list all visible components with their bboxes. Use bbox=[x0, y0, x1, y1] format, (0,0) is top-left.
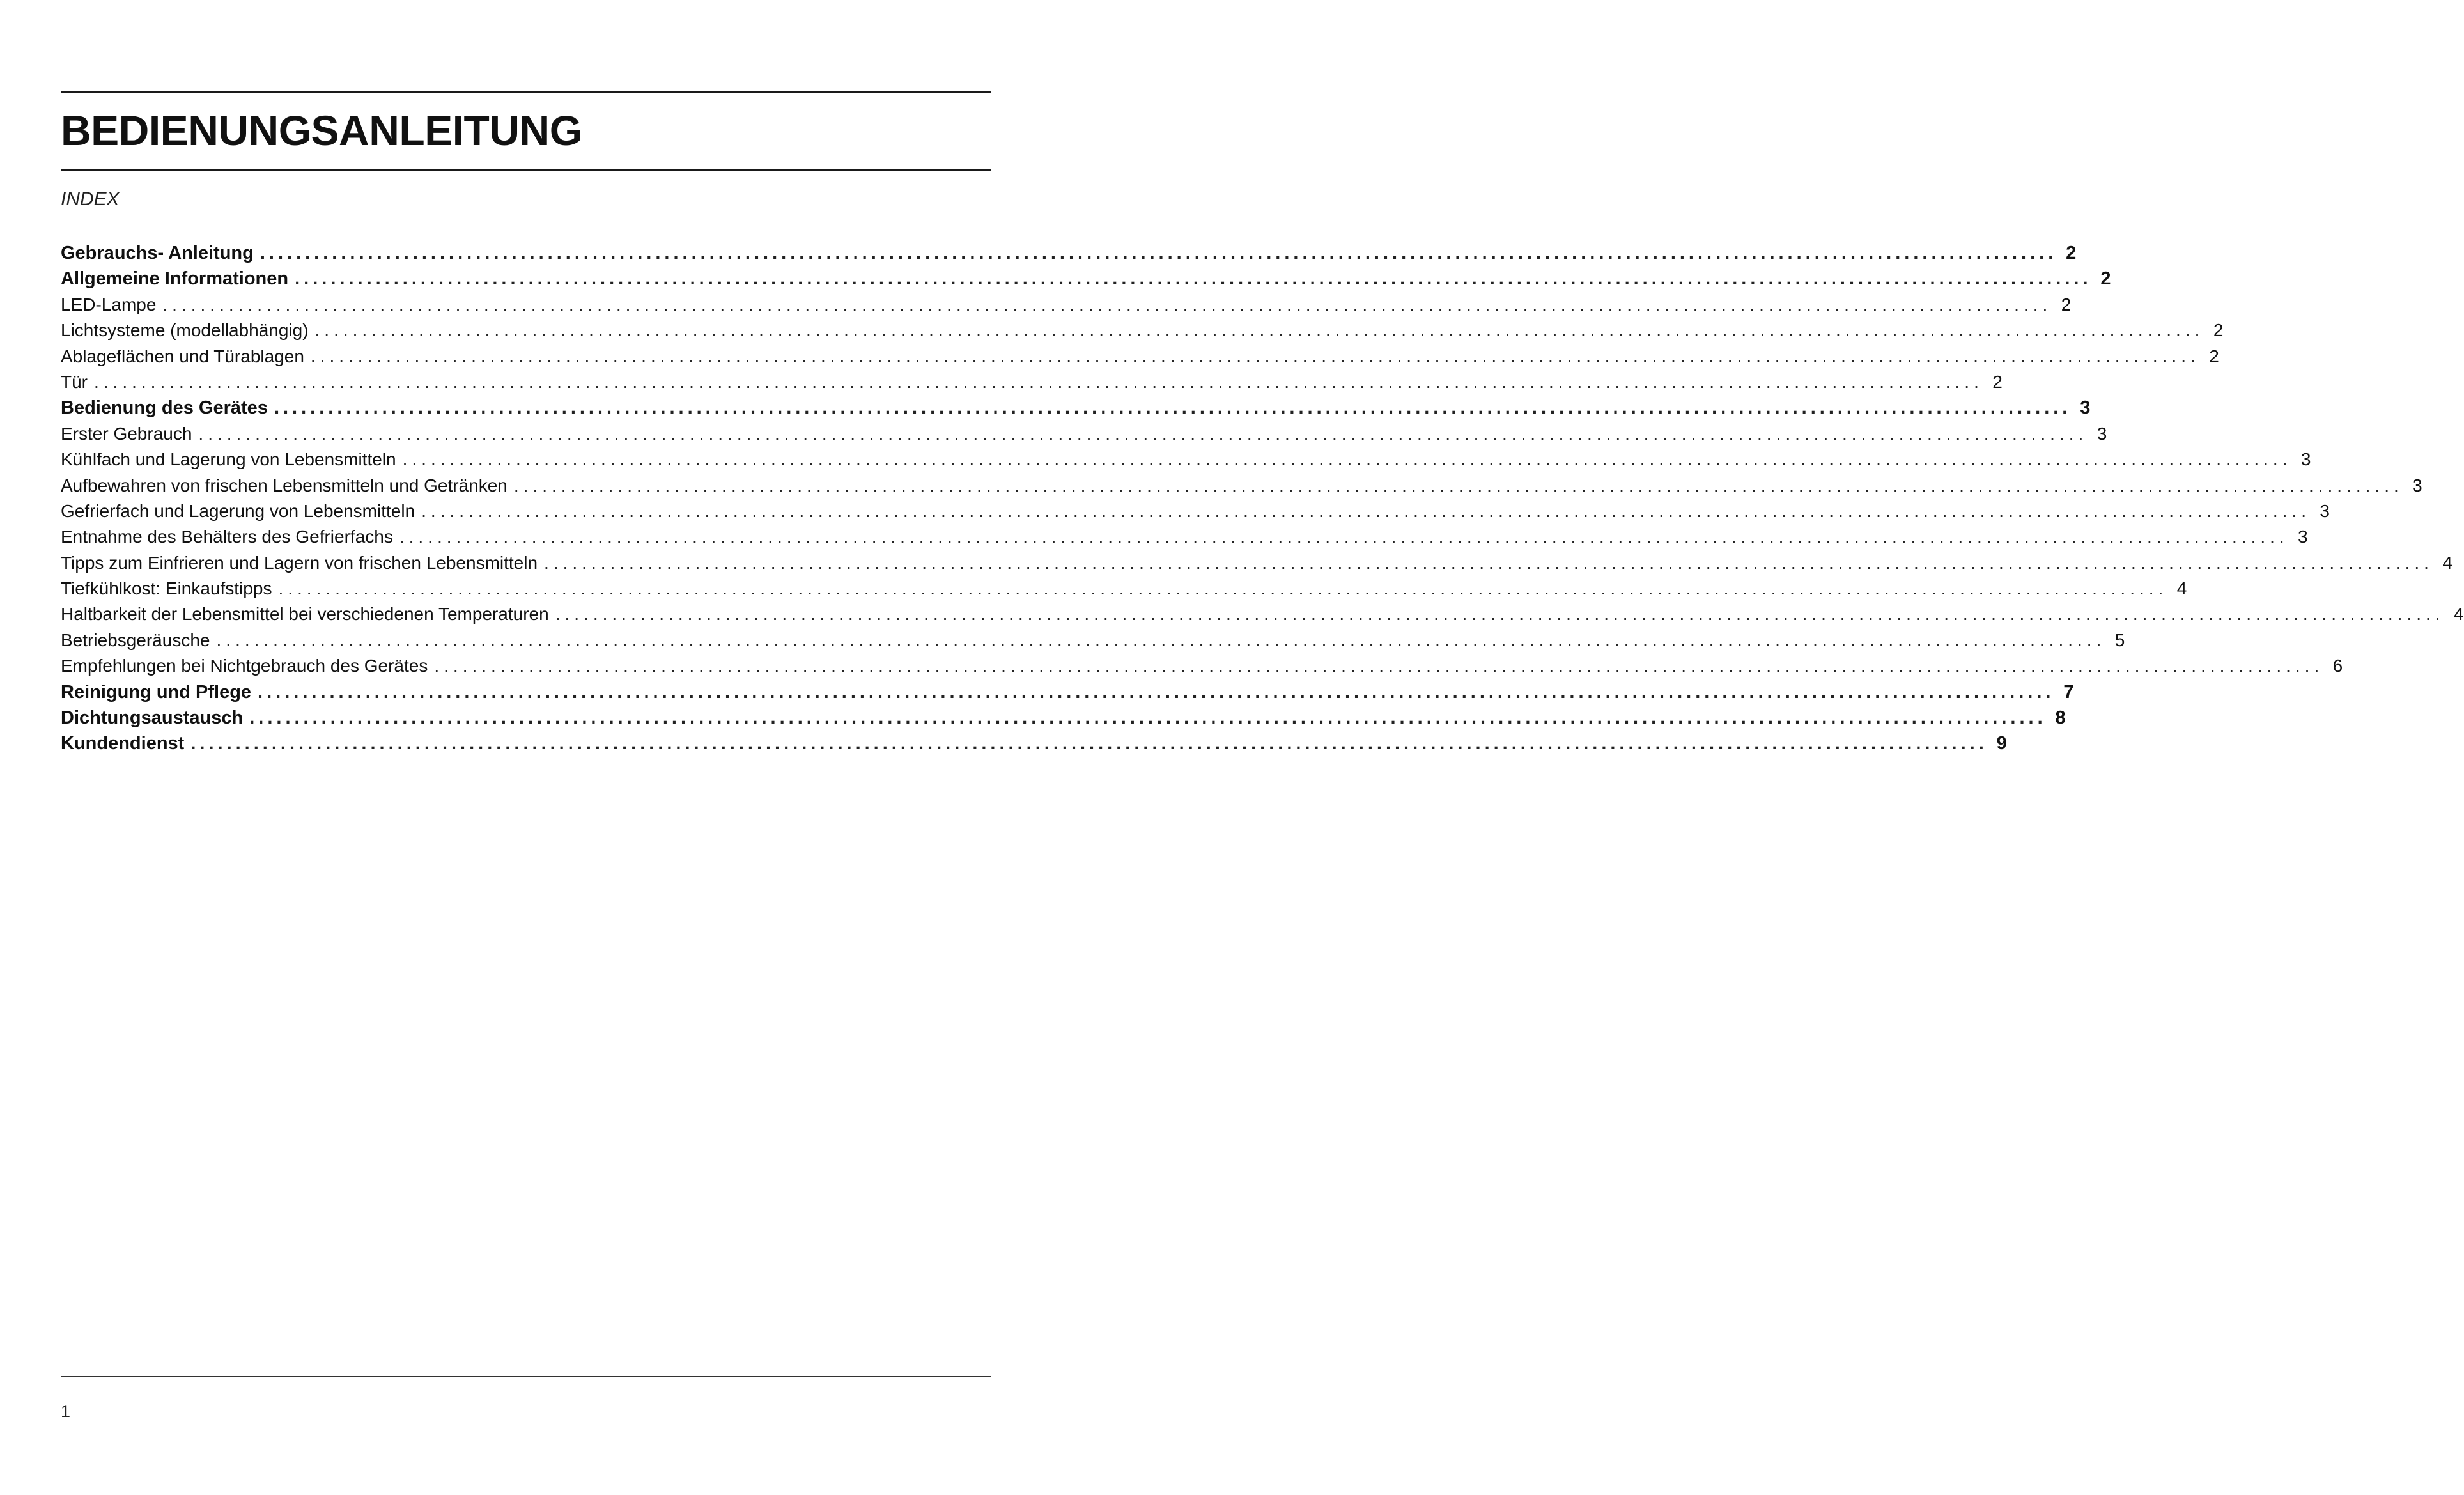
table-of-contents bbox=[61, 240, 2464, 757]
toc-dot-leader: ........................................................................................................................................................................................................ bbox=[249, 708, 2047, 729]
toc-dot-leader: ........................................................................................................................................................................................................ bbox=[94, 371, 1983, 392]
toc-dot-leader: ........................................................................................................................................................................................................ bbox=[434, 656, 2324, 676]
toc-entry[interactable] bbox=[61, 499, 2330, 524]
toc-entry[interactable] bbox=[61, 318, 2224, 343]
toc-entry[interactable] bbox=[61, 524, 2308, 550]
toc-dot-leader: ........................................................................................................................................................................................................ bbox=[258, 681, 2055, 702]
toc-entry[interactable] bbox=[61, 344, 2219, 369]
toc-entry[interactable] bbox=[61, 628, 2125, 653]
toc-entry[interactable] bbox=[61, 679, 2074, 705]
toc-dot-leader: ........................................................................................................................................................................................................ bbox=[402, 449, 2292, 470]
toc-entry-page: 4 bbox=[2453, 604, 2464, 624]
toc-dot-leader: ........................................................................................................................................................................................................ bbox=[216, 630, 2106, 650]
toc-dot-leader: ........................................................................................................................................................................................................ bbox=[190, 733, 1988, 754]
toc-entry-page: 2 bbox=[2061, 294, 2072, 314]
toc-entry-label: Betriebsgeräusche bbox=[61, 630, 210, 650]
toc-entry-page: 3 bbox=[2096, 423, 2107, 444]
toc-dot-leader: ........................................................................................................................................................................................................ bbox=[399, 527, 2289, 547]
toc-entry[interactable] bbox=[61, 292, 2072, 318]
toc-entry[interactable] bbox=[61, 473, 2422, 499]
toc-entry-page: 9 bbox=[1996, 733, 2007, 754]
toc-entry-label: Entnahme des Behälters des Gefrierfachs bbox=[61, 527, 393, 547]
toc-entry-page: 8 bbox=[2055, 708, 2066, 729]
toc-entry[interactable] bbox=[61, 369, 2003, 395]
footer-rule bbox=[61, 1376, 991, 1377]
toc-entry-label: Reinigung und Pflege bbox=[61, 681, 252, 702]
toc-dot-leader: ........................................................................................................................................................................................................ bbox=[198, 423, 2088, 444]
toc-entry-page: 2 bbox=[2209, 346, 2219, 366]
toc-entry-page: 3 bbox=[2412, 475, 2422, 495]
toc-entry-page: 3 bbox=[2300, 449, 2311, 470]
toc-entry[interactable] bbox=[61, 601, 2464, 627]
toc-entry[interactable] bbox=[61, 731, 2007, 756]
toc-entry-page: 3 bbox=[2298, 527, 2308, 547]
toc-dot-leader: ........................................................................................................................................................................................................ bbox=[513, 475, 2403, 495]
toc-entry-label: Bedienung des Gerätes bbox=[61, 398, 268, 419]
toc-entry[interactable] bbox=[61, 550, 2452, 576]
toc-dot-leader: ........................................................................................................................................................................................................ bbox=[278, 578, 2168, 599]
toc-entry-label: Allgemeine Informationen bbox=[61, 268, 289, 290]
toc-entry-label: Ablageflächen und Türablagen bbox=[61, 346, 304, 366]
toc-dot-leader: ........................................................................................................................................................................................................ bbox=[310, 346, 2200, 366]
toc-entry-page: 3 bbox=[2080, 398, 2091, 419]
page-number: 1 bbox=[61, 1402, 71, 1421]
toc-entry-label: Empfehlungen bei Nichtgebrauch des Gerätes bbox=[61, 656, 428, 676]
toc-entry-page: 2 bbox=[2066, 243, 2077, 263]
toc-entry[interactable] bbox=[61, 576, 2187, 601]
toc-entry-page: 3 bbox=[2320, 500, 2330, 521]
toc-entry-page: 4 bbox=[2176, 578, 2187, 599]
toc-entry[interactable] bbox=[61, 395, 2091, 421]
toc-entry-page: 6 bbox=[2332, 656, 2343, 676]
toc-entry-page: 2 bbox=[1992, 371, 2003, 392]
toc-entry-label: LED-Lampe bbox=[61, 294, 157, 314]
toc-entry-label: Tiefkühlkost: Einkaufstipps bbox=[61, 578, 272, 599]
toc-entry-page: 5 bbox=[2114, 630, 2125, 650]
toc-entry-page: 2 bbox=[2100, 268, 2111, 290]
toc-entry-label: Gefrierfach und Lagerung von Lebensmitteln bbox=[61, 500, 415, 521]
toc-entry-label: Lichtsysteme (modellabhängig) bbox=[61, 320, 309, 341]
toc-entry[interactable] bbox=[61, 240, 2077, 266]
toc-entry[interactable] bbox=[61, 421, 2107, 447]
toc-entry[interactable] bbox=[61, 447, 2311, 472]
toc-entry-label: Gebrauchs- Anleitung bbox=[61, 243, 254, 263]
toc-entry-label: Dichtungsaustausch bbox=[61, 708, 244, 729]
toc-entry-label: Kundendienst bbox=[61, 733, 185, 754]
toc-dot-leader: ........................................................................................................................................................................................................ bbox=[421, 500, 2311, 521]
toc-dot-leader: ........................................................................................................................................................................................................ bbox=[260, 243, 2057, 263]
document-title: BEDIENUNGSANLEITUNG bbox=[61, 107, 582, 154]
toc-entry-label: Kühlfach und Lagerung von Lebensmitteln bbox=[61, 449, 396, 470]
header-top-rule bbox=[61, 91, 991, 93]
toc-entry-label: Aufbewahren von frischen Lebensmitteln und Getränken bbox=[61, 475, 508, 495]
toc-entry-label: Tipps zum Einfrieren und Lagern von frischen Lebensmitteln bbox=[61, 552, 538, 573]
toc-entry-label: Haltbarkeit der Lebensmittel bei verschiedenen Temperaturen bbox=[61, 604, 549, 624]
toc-entry[interactable] bbox=[61, 705, 2066, 731]
toc-entry[interactable] bbox=[61, 653, 2343, 679]
toc-entry[interactable] bbox=[61, 266, 2111, 291]
header-bottom-rule bbox=[61, 169, 991, 171]
toc-entry-page: 2 bbox=[2213, 320, 2224, 341]
toc-dot-leader: ........................................................................................................................................................................................................ bbox=[274, 398, 2072, 419]
toc-entry-label: Erster Gebrauch bbox=[61, 423, 192, 444]
toc-dot-leader: ........................................................................................................................................................................................................ bbox=[162, 294, 2052, 314]
toc-entry-page: 4 bbox=[2442, 552, 2452, 573]
toc-entry-page: 7 bbox=[2063, 681, 2074, 702]
toc-dot-leader: ........................................................................................................................................................................................................ bbox=[295, 268, 2092, 290]
index-heading: INDEX bbox=[61, 189, 120, 210]
toc-dot-leader: ........................................................................................................................................................................................................ bbox=[555, 604, 2445, 624]
toc-entry-label: Tür bbox=[61, 371, 88, 392]
toc-dot-leader: ........................................................................................................................................................................................................ bbox=[544, 552, 2433, 573]
toc-dot-leader: ........................................................................................................................................................................................................ bbox=[314, 320, 2204, 341]
